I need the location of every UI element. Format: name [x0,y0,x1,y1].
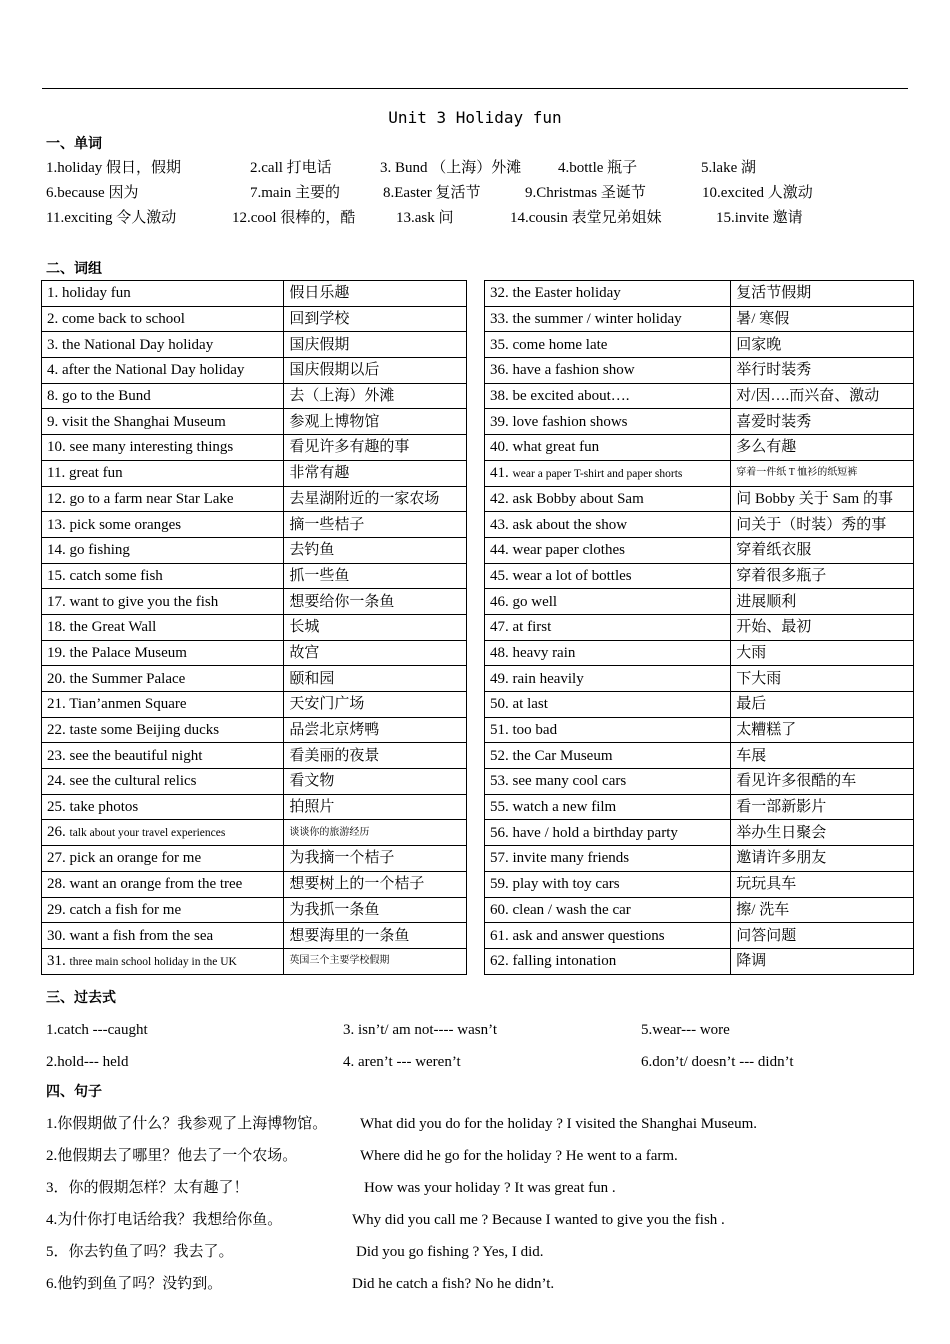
vocab-item: 4.bottle 瓶子 [558,160,638,176]
page-title: Unit 3 Holiday fun [388,108,562,127]
table-row [42,794,467,820]
table-row [42,332,467,358]
phrase-english: 31. three main school holiday in the UK [42,948,284,974]
section-vocab-heading: 一、单词 [46,136,102,152]
phrase-english: 13. pick some oranges [42,512,284,538]
table-row [42,846,467,872]
table-row [485,743,914,769]
table-row [42,948,467,974]
past-tense-item: 4. aren’t --- weren’t [343,1054,461,1070]
phrase-english: 8. go to the Bund [42,383,284,409]
table-row [485,666,914,692]
past-tense-item: 1.catch ---caught [46,1022,148,1038]
phrase-english: 46. go well [485,589,731,615]
phrase-english: 53. see many cool cars [485,769,731,795]
phrase-english: 27. pick an orange for me [42,846,284,872]
phrase-english: 51. too bad [485,717,731,743]
phrase-chinese: 颐和园 [284,666,467,692]
phrase-chinese: 问答问题 [731,923,914,949]
phrase-chinese: 举办生日聚会 [731,820,914,846]
phrase-english: 32. the Easter holiday [485,281,731,307]
section-phrases-heading: 二、词组 [46,261,102,277]
phrase-english: 2. come back to school [42,306,284,332]
phrase-english: 62. falling intonation [485,948,731,974]
phrase-chinese: 去（上海）外滩 [284,383,467,409]
past-tense-item: 2.hold--- held [46,1054,129,1070]
sentence-chinese: 6.他钓到鱼了吗？没钓到。 [46,1276,223,1292]
phrase-english: 43. ask about the show [485,512,731,538]
phrase-chinese: 车展 [731,743,914,769]
phrase-chinese: 看见许多有趣的事 [284,435,467,461]
phrase-chinese: 开始、最初 [731,614,914,640]
vocab-item: 11.exciting 令人激动 [46,210,177,226]
phrase-chinese: 谈谈你的旅游经历 [284,820,467,846]
vocab-item: 8.Easter 复活节 [383,185,481,201]
table-row [42,589,467,615]
section-past-heading: 三、过去式 [46,990,116,1006]
phrase-chinese: 对/因….而兴奋、激动 [731,383,914,409]
past-tense-item: 6.don’t/ doesn’t --- didn’t [641,1054,794,1070]
phrase-english: 55. watch a new film [485,794,731,820]
phrase-chinese: 想要海里的一条鱼 [284,923,467,949]
vocab-item: 10.excited 人激动 [702,185,813,201]
table-row [42,460,467,486]
vocab-item: 12.cool 很棒的，酷 [232,210,356,226]
sentence-english: How was your holiday ? It was great fun . [364,1180,616,1196]
phrase-english: 57. invite many friends [485,846,731,872]
table-row [485,383,914,409]
phrase-english: 10. see many interesting things [42,435,284,461]
sentence-row [46,1209,926,1231]
phrase-chinese: 邀请许多朋友 [731,846,914,872]
sentence-chinese: 2.他假期去了哪里？他去了一个农场。 [46,1148,298,1164]
phrase-english: 9. visit the Shanghai Museum [42,409,284,435]
phrase-english: 42. ask Bobby about Sam [485,486,731,512]
sentence-row [46,1177,926,1199]
phrase-chinese: 看文物 [284,769,467,795]
table-row [485,923,914,949]
phrase-chinese: 去星湖附近的一家农场 [284,486,467,512]
phrase-chinese: 摘一些桔子 [284,512,467,538]
phrase-english: 40. what great fun [485,435,731,461]
table-row [42,743,467,769]
table-row [485,846,914,872]
phrase-chinese: 降调 [731,948,914,974]
phrase-chinese: 国庆假期 [284,332,467,358]
vocab-item: 15.invite 邀请 [716,210,803,226]
phrase-chinese: 假日乐趣 [284,281,467,307]
phrase-chinese: 为我摘一个桔子 [284,846,467,872]
vocab-item: 6.because 因为 [46,185,139,201]
phrase-english: 39. love fashion shows [485,409,731,435]
phrases-table-right [484,280,914,975]
sentence-chinese: 4.为什你打电话给我？我想给你鱼。 [46,1212,283,1228]
phrase-english: 30. want a fish from the sea [42,923,284,949]
sentence-english: Did he catch a fish? No he didn’t. [352,1276,555,1292]
phrase-english: 29. catch a fish for me [42,897,284,923]
phrase-chinese: 想要树上的一个桔子 [284,871,467,897]
past-tense-row [46,1019,926,1041]
table-row [42,769,467,795]
table-row [42,383,467,409]
table-row [485,589,914,615]
phrase-english: 22. taste some Beijing ducks [42,717,284,743]
table-row [485,486,914,512]
phrases-table-left [41,280,467,975]
sentence-row [46,1113,926,1135]
phrase-english: 1. holiday fun [42,281,284,307]
table-row [485,332,914,358]
phrase-chinese: 最后 [731,692,914,718]
phrase-english: 38. be excited about…. [485,383,731,409]
phrase-chinese: 故宫 [284,640,467,666]
sentence-row [46,1145,926,1167]
phrase-chinese: 参观上博物馆 [284,409,467,435]
sentence-chinese: 1.你假期做了什么？我参观了上海博物馆。 [46,1116,328,1132]
phrase-chinese: 穿着很多瓶子 [731,563,914,589]
sentence-english: Where did he go for the holiday ? He went to a farm. [360,1148,678,1164]
phrase-chinese: 想要给你一条鱼 [284,589,467,615]
table-row [42,717,467,743]
table-row [42,923,467,949]
table-row [42,563,467,589]
phrase-english: 17. want to give you the fish [42,589,284,615]
table-row [42,306,467,332]
table-row [485,460,914,486]
phrase-english: 18. the Great Wall [42,614,284,640]
phrase-english: 14. go fishing [42,537,284,563]
phrase-english: 45. wear a lot of bottles [485,563,731,589]
table-row [42,486,467,512]
past-tense-item: 5.wear--- wore [641,1022,730,1038]
vocab-item: 13.ask 问 [396,210,454,226]
phrase-english: 49. rain heavily [485,666,731,692]
table-row [485,537,914,563]
phrase-chinese: 看美丽的夜景 [284,743,467,769]
vocab-item: 7.main 主要的 [250,185,340,201]
vocab-item: 3. Bund （上海）外滩 [380,160,522,176]
phrase-chinese: 英国三个主要学校假期 [284,948,467,974]
phrase-english: 23. see the beautiful night [42,743,284,769]
phrase-english: 56. have / hold a birthday party [485,820,731,846]
table-row [485,281,914,307]
phrase-chinese: 复活节假期 [731,281,914,307]
table-row [485,769,914,795]
table-row [42,871,467,897]
phrase-chinese: 非常有趣 [284,460,467,486]
table-row [42,409,467,435]
past-tense-item: 3. isn’t/ am not---- wasn’t [343,1022,498,1038]
phrase-chinese: 问关于（时装）秀的事 [731,512,914,538]
table-row [42,358,467,384]
phrase-english: 59. play with toy cars [485,871,731,897]
phrase-english: 4. after the National Day holiday [42,358,284,384]
table-row [485,897,914,923]
table-row [42,897,467,923]
table-row [485,358,914,384]
phrase-english: 21. Tian’anmen Square [42,692,284,718]
table-row [42,281,467,307]
sentence-english: What did you do for the holiday ? I visited the Shanghai Museum. [360,1116,758,1132]
table-row [42,666,467,692]
phrase-english: 41. wear a paper T-shirt and paper shorts [485,460,731,486]
phrase-english: 26. talk about your travel experiences [42,820,284,846]
phrase-chinese: 长城 [284,614,467,640]
phrase-chinese: 为我抓一条鱼 [284,897,467,923]
phrase-english: 33. the summer / winter holiday [485,306,731,332]
table-row [485,435,914,461]
table-row [485,820,914,846]
phrase-english: 11. great fun [42,460,284,486]
phrase-chinese: 拍照片 [284,794,467,820]
phrase-chinese: 喜爱时装秀 [731,409,914,435]
table-row [485,871,914,897]
phrase-chinese: 举行时装秀 [731,358,914,384]
past-tense-row [46,1051,926,1073]
phrase-english: 24. see the cultural relics [42,769,284,795]
phrase-chinese: 多么有趣 [731,435,914,461]
phrase-chinese: 看一部新影片 [731,794,914,820]
phrase-chinese: 天安门广场 [284,692,467,718]
phrase-chinese: 抓一些鱼 [284,563,467,589]
phrase-chinese: 问 Bobby 关于 Sam 的事 [731,486,914,512]
vocab-item: 2.call 打电话 [250,160,332,176]
phrase-english: 60. clean / wash the car [485,897,731,923]
phrase-chinese: 去钓鱼 [284,537,467,563]
table-row [485,512,914,538]
table-row [42,614,467,640]
sentence-english: Why did you call me ? Because I wanted to give you the fish . [352,1212,725,1228]
table-row [42,435,467,461]
vocab-item: 1.holiday 假日，假期 [46,160,181,176]
phrase-chinese: 品尝北京烤鸭 [284,717,467,743]
phrase-chinese: 国庆假期以后 [284,358,467,384]
phrase-english: 12. go to a farm near Star Lake [42,486,284,512]
table-row [42,820,467,846]
table-row [42,640,467,666]
phrase-chinese: 穿着一件纸 T 恤衫的纸短裤 [731,460,914,486]
phrase-english: 44. wear paper clothes [485,537,731,563]
phrase-english: 15. catch some fish [42,563,284,589]
phrase-english: 36. have a fashion show [485,358,731,384]
vocab-row [46,207,926,229]
sentence-chinese: 3．你的假期怎样？太有趣了！ [46,1180,249,1196]
table-row [485,692,914,718]
vocab-row [46,157,926,179]
vocab-row [46,182,926,204]
table-row [485,717,914,743]
table-row [42,537,467,563]
phrase-chinese: 太糟糕了 [731,717,914,743]
table-row [485,614,914,640]
phrase-english: 19. the Palace Museum [42,640,284,666]
vocab-item: 14.cousin 表堂兄弟姐妹 [510,210,662,226]
table-row [485,563,914,589]
phrase-english: 25. take photos [42,794,284,820]
section-sentences-heading: 四、句子 [46,1084,102,1100]
phrase-chinese: 回到学校 [284,306,467,332]
phrase-english: 3. the National Day holiday [42,332,284,358]
phrase-chinese: 穿着纸衣服 [731,537,914,563]
phrase-english: 28. want an orange from the tree [42,871,284,897]
top-rule [42,88,908,89]
phrase-english: 50. at last [485,692,731,718]
sentence-english: Did you go fishing ? Yes, I did. [356,1244,544,1260]
phrase-chinese: 暑/ 寒假 [731,306,914,332]
phrase-english: 52. the Car Museum [485,743,731,769]
phrase-chinese: 下大雨 [731,666,914,692]
table-row [485,640,914,666]
table-row [485,409,914,435]
phrase-chinese: 大雨 [731,640,914,666]
phrase-english: 20. the Summer Palace [42,666,284,692]
phrase-chinese: 玩玩具车 [731,871,914,897]
phrase-english: 61. ask and answer questions [485,923,731,949]
phrase-chinese: 擦/ 洗车 [731,897,914,923]
vocab-item: 9.Christmas 圣诞节 [525,185,646,201]
table-row [485,794,914,820]
phrase-english: 48. heavy rain [485,640,731,666]
table-row [485,948,914,974]
table-row [42,512,467,538]
sentence-row [46,1273,926,1295]
phrase-chinese: 进展顺利 [731,589,914,615]
phrase-english: 35. come home late [485,332,731,358]
table-row [42,692,467,718]
sentence-chinese: 5．你去钓鱼了吗？我去了。 [46,1244,234,1260]
phrase-english: 47. at first [485,614,731,640]
phrase-chinese: 看见许多很酷的车 [731,769,914,795]
table-row [485,306,914,332]
phrase-chinese: 回家晚 [731,332,914,358]
sentence-row [46,1241,926,1263]
vocab-item: 5.lake 湖 [701,160,756,176]
